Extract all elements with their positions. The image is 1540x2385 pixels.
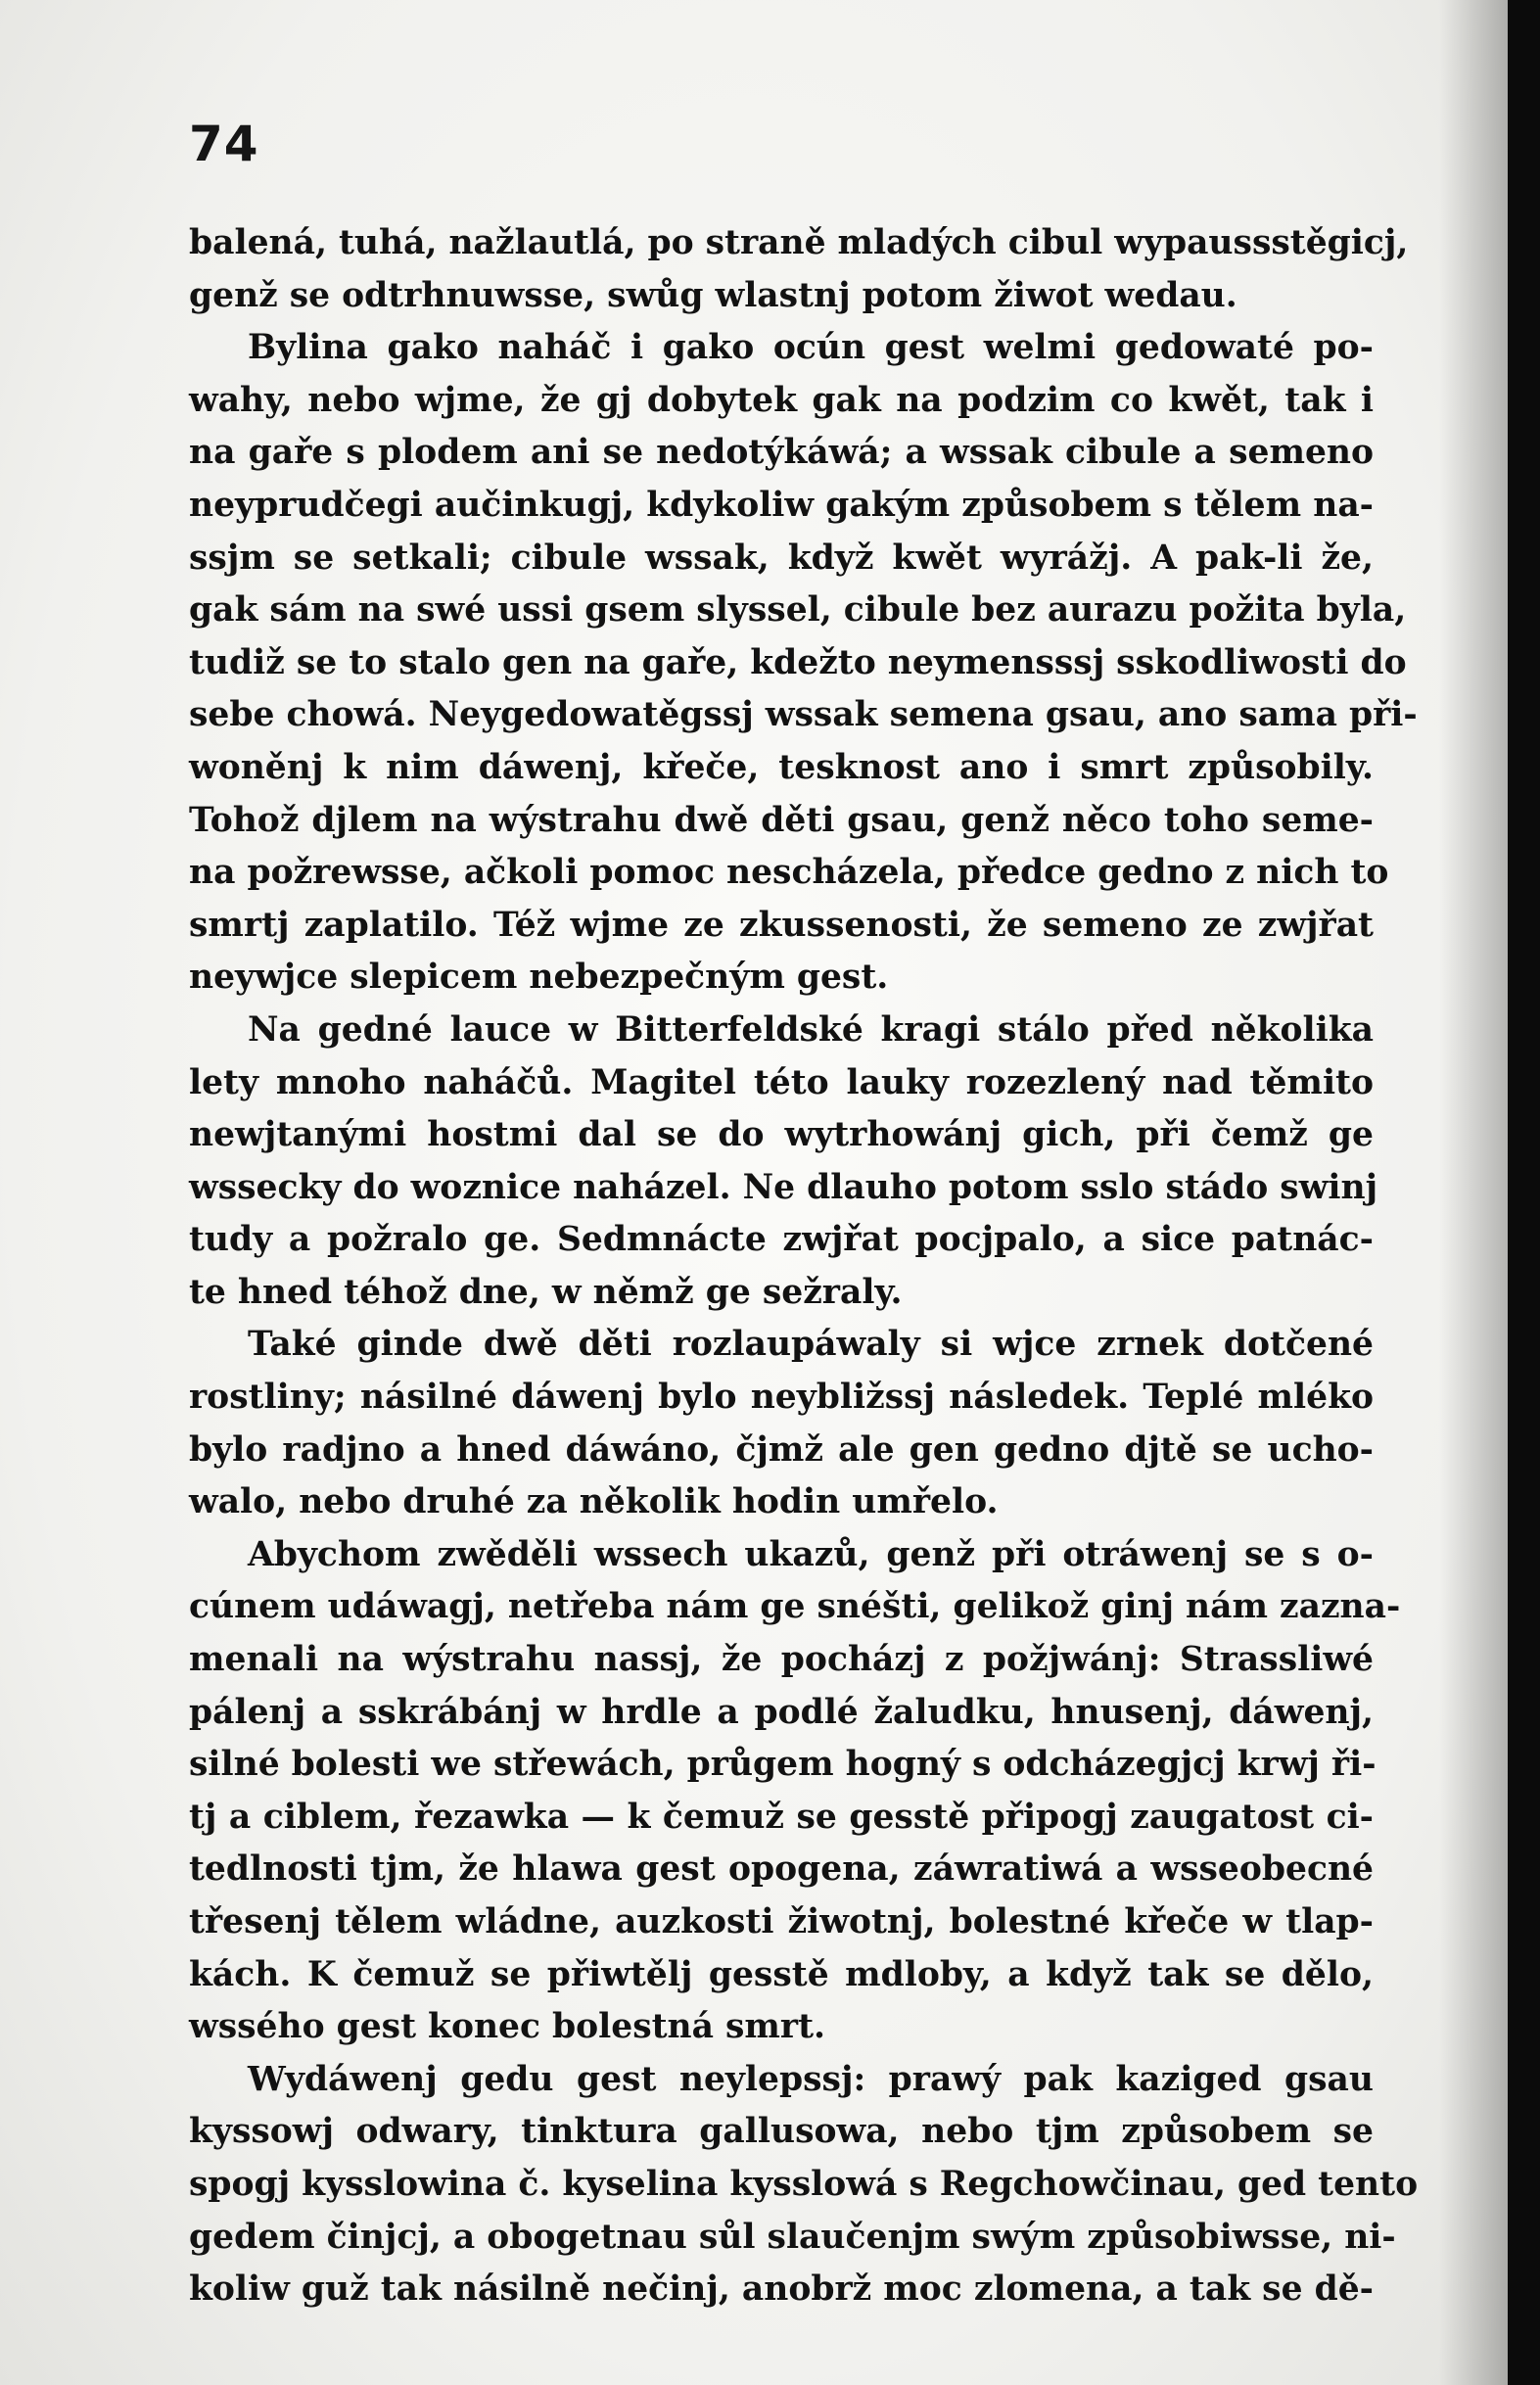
text-line: neyprudčegi aučinkugj, kdykoliw gakým způsobem s tělem na- bbox=[189, 485, 1374, 525]
text-line: menali na wýstrahu nassj, že pocházj z požjwánj: Strassliwé bbox=[189, 1640, 1374, 1680]
text-line: Na gedné lauce w Bitterfeldské kragi stálo před několika bbox=[248, 1009, 1374, 1050]
text-line: kách. K čemuž se přiwtělj gesstě mdloby, a když tak se dělo, bbox=[189, 1954, 1374, 1994]
text-line: tj a ciblem, řezawka — k čemuž se gesstě připogj zaugatost ci- bbox=[189, 1797, 1374, 1837]
text-line: tudy a požralo ge. Sedmnácte zwjřat pocjpalo, a sice patnác- bbox=[189, 1220, 1374, 1260]
text-line: gak sám na swé ussi gsem slyssel, cibule bez aurazu požita byla, bbox=[189, 590, 1407, 631]
text-line: ssjm se setkali; cibule wssak, když kwět wyrážj. A pak-li že, bbox=[189, 538, 1374, 578]
text-line: wssého gest konec bolestná smrt. bbox=[189, 2007, 826, 2047]
text-line: silné bolesti we střewách, průgem hogný s odcházegjcj krwj ři- bbox=[189, 1745, 1377, 1785]
text-line: Bylina gako naháč i gako ocún gest welmi gedowaté po- bbox=[248, 328, 1374, 368]
text-line: genž se odtrhnuwsse, swůg wlastnj potom žiwot wedau. bbox=[189, 275, 1237, 315]
text-line: Tohož djlem na wýstrahu dwě děti gsau, genž něco toho seme- bbox=[189, 800, 1374, 840]
text-line: newjtanými hostmi dal se do wytrhowánj gich, při čemž ge bbox=[189, 1115, 1374, 1155]
text-line: balená, tuhá, nažlautlá, po straně mladých cibul wypaussstěgicj, bbox=[189, 223, 1409, 262]
text-line: tedlnosti tjm, že hlawa gest opogena, záwratiwá a wsseobecné bbox=[189, 1849, 1374, 1890]
text-line: pálenj a sskrábánj w hrdle a podlé žaludku, hnusenj, dáwenj, bbox=[189, 1692, 1374, 1732]
text-line: tudiž se to stalo gen na gaře, kdežto neymensssj sskodliwosti do bbox=[189, 642, 1407, 682]
text-line: walo, nebo druhé za několik hodin umřelo. bbox=[189, 1482, 999, 1522]
text-line: wahy, nebo wjme, že gj dobytek gak na podzim co kwět, tak i bbox=[189, 380, 1374, 420]
page-number: 74 bbox=[189, 116, 259, 172]
text-line: gedem činjcj, a obogetnau sůl slaučenjm swým způsobiwsse, ni- bbox=[189, 2217, 1396, 2257]
text-line: Abychom zwěděli wssech ukazů, genž při otráwenj se s o- bbox=[248, 1534, 1374, 1574]
text-line: bylo radjno a hned dáwáno, čjmž ale gen gedno djtě se ucho- bbox=[189, 1429, 1374, 1470]
text-line: smrtj zaplatilo. Též wjme ze zkussenosti, že semeno ze zwjřat bbox=[189, 905, 1374, 945]
text-line: neywjce slepicem nebezpečným gest. bbox=[189, 958, 889, 998]
text-line: Také ginde dwě děti rozlaupáwaly si wjce zrnek dotčené bbox=[248, 1325, 1374, 1365]
text-line: na požrewsse, ačkoli pomoc nescházela, předce gedno z nich to bbox=[189, 853, 1389, 893]
text-line: Wydáwenj gedu gest neylepssj: prawý pak kaziged gsau bbox=[248, 2059, 1374, 2099]
text-line: sebe chowá. Neygedowatěgssj wssak semena gsau, ano sama při- bbox=[189, 695, 1418, 735]
text-line: woněnj k nim dáwenj, křeče, tesknost ano i smrt způsobily. bbox=[189, 747, 1374, 787]
text-line: te hned téhož dne, w němž ge sežraly. bbox=[189, 1272, 903, 1312]
text-line: kyssowj odwary, tinktura gallusowa, nebo tjm způsobem se bbox=[189, 2112, 1374, 2152]
text-line: spogj kysslowina č. kyselina kysslowá s Regchowčinau, ged tento bbox=[189, 2164, 1419, 2204]
text-line: třesenj tělem wládne, auzkosti žiwotnj, bolestné křeče w tlap- bbox=[189, 1902, 1374, 1941]
text-line: na gaře s plodem ani se nedotýkáwá; a wssak cibule a semeno bbox=[189, 433, 1374, 473]
text-line: cúnem udáwagj, netřeba nám ge snéšti, gelikož ginj nám zazna- bbox=[189, 1587, 1401, 1627]
body-text bbox=[189, 217, 1419, 2316]
text-line: rostliny; násilné dáwenj bylo neybližssj následek. Teplé mléko bbox=[189, 1378, 1374, 1418]
text-line: koliw guž tak násilně nečinj, anobrž moc zlomena, a tak se dě- bbox=[189, 2269, 1374, 2310]
text-line: wssecky do woznice naházel. Ne dlauho potom sslo stádo swinj bbox=[189, 1167, 1378, 1207]
page-edge-shadow bbox=[1439, 0, 1508, 2385]
text-line: lety mnoho naháčů. Magitel této lauky rozezlený nad těmito bbox=[189, 1062, 1374, 1102]
